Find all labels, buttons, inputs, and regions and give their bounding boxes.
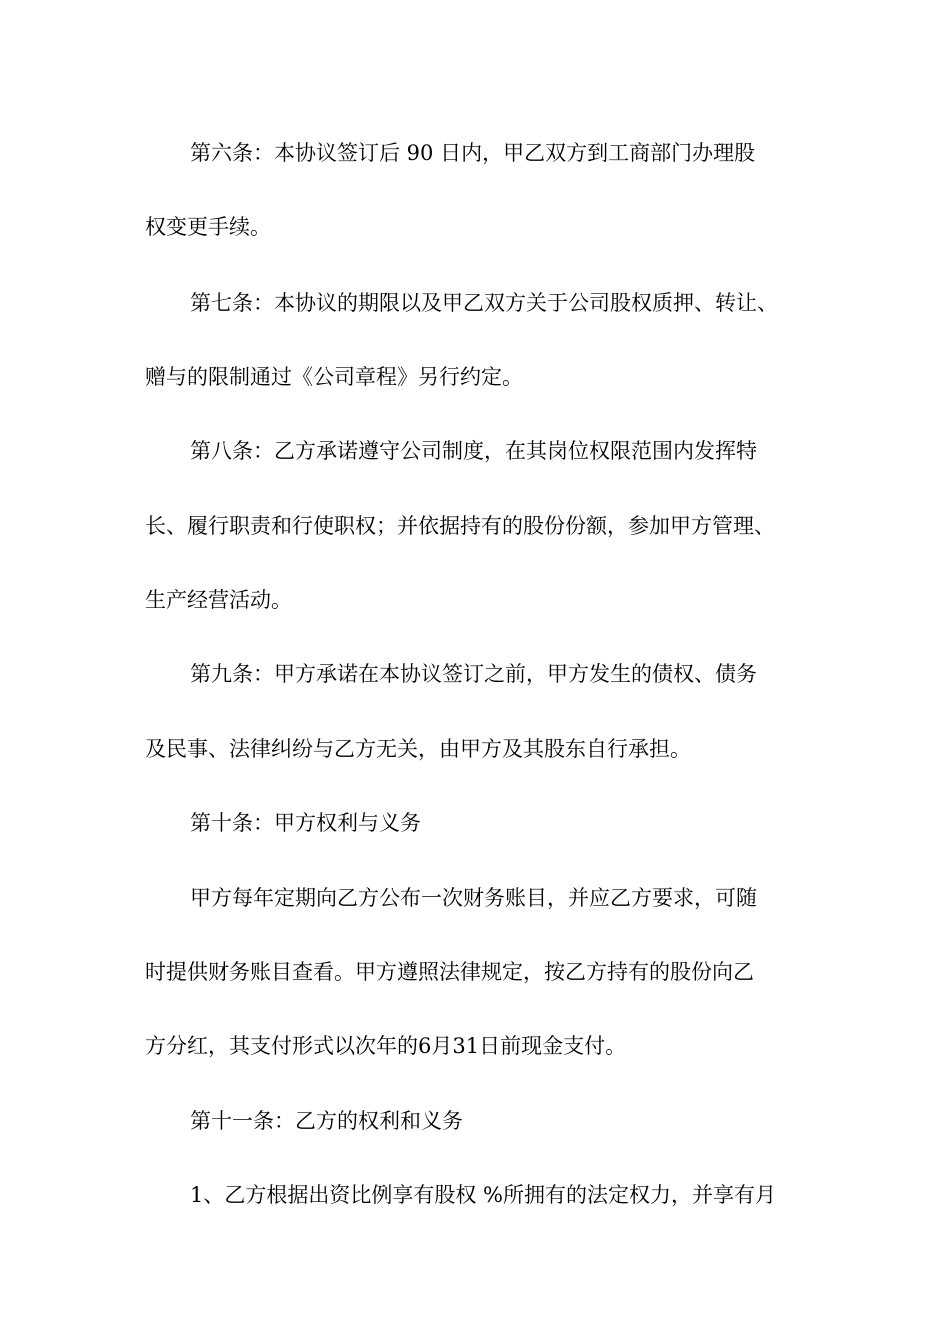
article-9-line-1: 第九条：甲方承诺在本协议签订之前，甲方发生的债权、债务 bbox=[190, 662, 757, 686]
article-11-line-1: 1、乙方根据出资比例享有股权 %所拥有的法定权力，并享有月 bbox=[190, 1183, 776, 1207]
article-9-line-2: 及民事、法律纠纷与乙方无关，由甲方及其股东自行承担。 bbox=[145, 737, 691, 761]
article-6-line-1: 第六条：本协议签订后 90 日内，甲乙双方到工商部门办理股 bbox=[190, 141, 756, 165]
article-7-line-2: 赠与的限制通过《公司章程》另行约定。 bbox=[145, 365, 523, 389]
article-8-line-3: 生产经营活动。 bbox=[145, 588, 292, 612]
article-8-line-2: 长、履行职责和行使职权；并依据持有的股份份额，参加甲方管理、 bbox=[145, 514, 775, 538]
article-10-line-1: 甲方每年定期向乙方公布一次财务账目，并应乙方要求，可随 bbox=[190, 886, 757, 910]
article-10-line-3: 方分红，其支付形式以次年的6月31日前现金支付。 bbox=[145, 1034, 627, 1058]
article-6-line-2: 权变更手续。 bbox=[145, 215, 271, 239]
article-10-heading: 第十条：甲方权利与义务 bbox=[190, 811, 421, 835]
article-7-line-1: 第七条：本协议的期限以及甲乙双方关于公司股权质押、转让、 bbox=[190, 291, 778, 315]
article-8-line-1: 第八条：乙方承诺遵守公司制度，在其岗位权限范围内发挥特 bbox=[190, 439, 757, 463]
article-11-heading: 第十一条：乙方的权利和义务 bbox=[190, 1109, 463, 1133]
article-10-line-2: 时提供财务账目查看。甲方遵照法律规定，按乙方持有的股份向乙 bbox=[145, 960, 754, 984]
